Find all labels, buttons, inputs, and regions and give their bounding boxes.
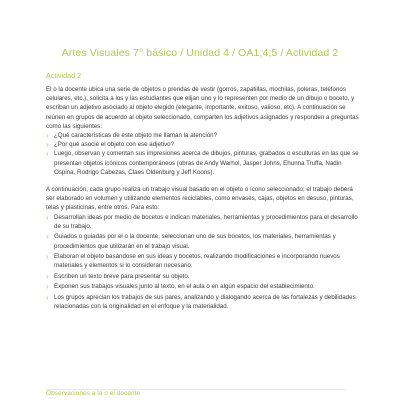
- steps-list: [46, 213, 362, 312]
- questions-list: [46, 131, 362, 177]
- list-item: › Desarrollan ideas por medio de bocetos e indican materiales, herramientas y procedimientos para el desarrollo de su trabajo.: [46, 213, 362, 231]
- list-item: › Exponen sus trabajos visuales junto al texto, en el aula o en algún espacio del establecimiento.: [46, 282, 362, 291]
- list-item: › ¿Qué características de este objeto me llaman la atención?: [46, 131, 362, 140]
- list-item: › Los grupos aprecian los trabajos de sus pares, analizando y dialogando acerca de las fortalezas y debilidades relacionadas con la originalidad en el enfoque y la materialidad.: [46, 293, 362, 311]
- list-item: › Guiados o guiadas por el o la docente, seleccionan uno de sus bocetos, los materiales, herramientas y procedimientos que utilizarán en el trabajo visual.: [46, 232, 362, 250]
- activity-body: [46, 85, 362, 312]
- list-item: › Elaboran el objeto basándose en sus ideas y bocetos, realizando modificaciones e incorporando nuevos materiales y elementos si lo consideran necesario.: [46, 252, 362, 270]
- observations-title: Observaciones a la o el docente: [46, 390, 141, 397]
- second-paragraph: A continuación, cada grupo realiza un trabajo visual basado en el objeto o ícono seleccionado; el trabajo deberá ser elaborado en volumen y utilizando elementos reciclables, como envases, cajas, objetos en desuso, pinturas, telas y plasticinas, entre otros. Para esto:: [46, 186, 354, 212]
- activity-title: Actividad 2: [46, 71, 82, 80]
- page-header-title: Artes Visuales 7° básico / Unidad 4 / OA1;4;5 / Actividad 2: [61, 47, 339, 59]
- list-item: › Luego, observan y comentan sus impresiones acerca de dibujos, pinturas, grabados o esculturas en las que se presentan objetos icónicos contemporáneos (obras de Andy Warhol, Jasper Johns, Ehunna Truffa, Nadin Ospina, Rodrigo Cabezas, Claes Oldenburg y Jeff Koons).: [46, 149, 362, 177]
- list-item: › Escriben un texto breve para presentar su objeto.: [46, 272, 362, 281]
- intro-paragraph: El o la docente ubica una serie de objetos o prendas de vestir (gorros, zapatillas, mochilas, poleras, teléfonos celulares, etc.), solicita a los y las estudiantes que elijan uno y lo representen por medio de un dibujo o boceto, y escriban un adjetivo asociado al objeto elegido (elegante, importante, exitoso, valioso, etc). A continuación se reúnen en grupos de acuerdo al objeto seleccionado, comparten los adjetivos asignados y responden a preguntas como las siguientes:: [46, 86, 359, 130]
- list-item: › ¿Por qué asocié el objeto con ese adjetivo?: [46, 140, 362, 149]
